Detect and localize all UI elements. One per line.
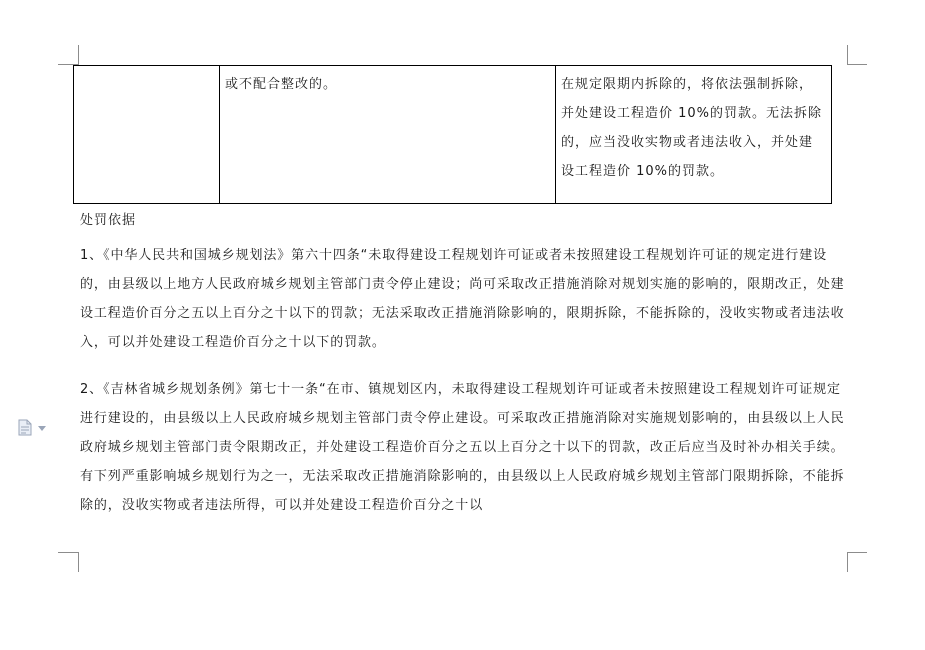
table-cell-1 xyxy=(74,66,220,204)
crop-mark-bottom-right-v xyxy=(847,552,848,572)
crop-mark-top-right-v xyxy=(847,45,848,65)
paragraph-text: 1、《中华人民共和国城乡规划法》第六十四条“未取得建设工程规划许可证或者未按照建设工程规划许可证的规定进行建设的，由县级以上地方人民政府城乡规划主管部门责令停止建设；尚可采取改正措施消除对规划实施的影响的，限期改正，处建设工程造价百分之五以上百分之十以下的罚款；无法采取改正措施消除影响的，限期拆除，不能拆除的，没收实物或者违法收入，可以并处建设工程造价百分之十以下的罚款。 xyxy=(80,248,845,350)
crop-mark-top-right-h xyxy=(847,64,867,65)
table-row xyxy=(74,66,832,204)
paragraph-text: 2、《吉林省城乡规划条例》第七十一条“在市、镇规划区内，未取得建设工程规划许可证或者未按照建设工程规划许可证规定进行建设的，由县级以上人民政府城乡规划主管部门责令停止建设。可采取改正措施消除对实施规划影响的，由县级以上人民政府城乡规划主管部门责令限期改正，并处建设工程造价百分之五以上百分之十以下的罚款，改正后应当及时补办相关手续。有下列严重影响城乡规划行为之一，无法采取改正措施消除影响的，由县级以上人民政府城乡规划主管部门限期拆除，不能拆除的，没收实物或者违法所得，可以并处建设工程造价百分之十以 xyxy=(80,382,845,513)
section-heading: 处罚依据 xyxy=(80,213,137,228)
crop-mark-bottom-left-h xyxy=(58,552,78,553)
paragraph-options-button[interactable] xyxy=(18,417,58,437)
penalty-table xyxy=(73,65,832,204)
paragraph-2 xyxy=(80,375,850,520)
crop-mark-bottom-left-v xyxy=(78,552,79,572)
crop-mark-top-left-v xyxy=(78,45,79,65)
crop-mark-bottom-right-h xyxy=(847,552,867,553)
table-cell-2: 或不配合整改的。 xyxy=(220,66,556,204)
document-icon xyxy=(18,419,32,436)
paragraph-1 xyxy=(80,241,850,357)
chevron-down-icon xyxy=(38,426,46,431)
table-cell-3: 在规定限期内拆除的，将依法强制拆除，并处建设工程造价 10%的罚款。无法拆除的，应当没收实物或者违法收入，并处建设工程造价 10%的罚款。 xyxy=(556,66,832,204)
